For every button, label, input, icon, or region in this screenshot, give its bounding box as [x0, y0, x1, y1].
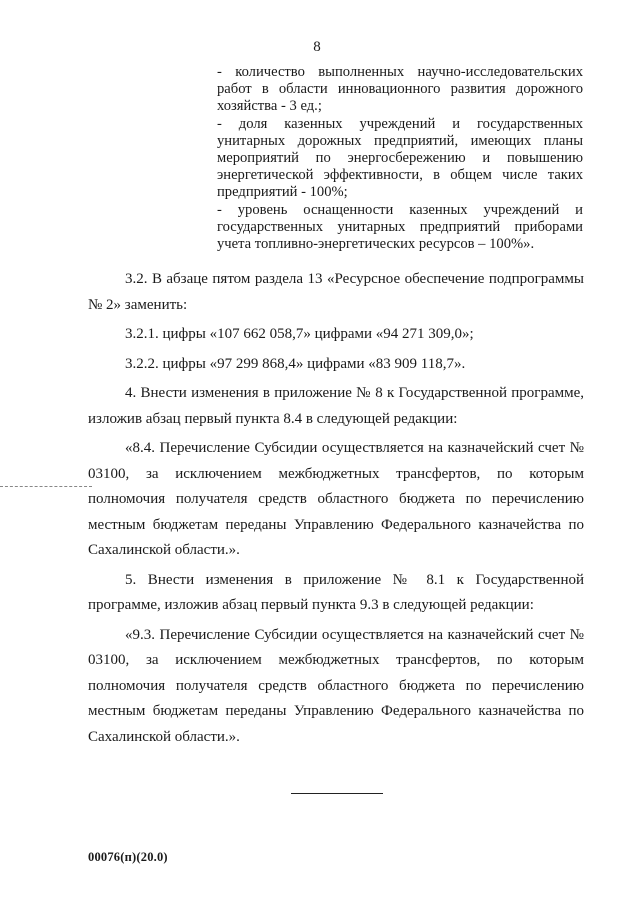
paragraph-3-2-2: 3.2.2. цифры «97 299 868,4» цифрами «83 909 118,7». — [125, 355, 466, 372]
scan-artifact-dash — [0, 486, 92, 487]
paragraph-5: 5. Внести изменения в приложение № 8.1 к Государственной программе, изложив абзац первый пункта 9.3 в следующей редакции: — [88, 571, 584, 613]
paragraph-3-2-1: 3.2.1. цифры «107 662 058,7» цифрами «94 271 309,0»; — [125, 326, 474, 342]
closing-line-divider — [291, 793, 383, 794]
document-body — [88, 267, 584, 750]
paragraph-9-3-quote: «9.3. Перечисление Субсидии осуществляется на казначейский счет № 03100, за исключением межбюджетных трансфертов, по которым полномочия получателя средств областного бюджета по перечислению местным бюджетам переданы Управлению Федерального казначейства по Сахалинской области.». — [88, 626, 584, 745]
indicator-item-energy-plans: - доля казенных учреждений и государственных унитарных дорожных предприятий, имеющих планы мероприятий по энергосбережению и повышению энергетической эффективности, в общем числе таких предприятий - 100%; — [217, 115, 583, 201]
document-code: 00076(п)(20.0) — [88, 850, 168, 864]
paragraph-4: 4. Внести изменения в приложение № 8 к Государственной программе, изложив абзац первый пункта 8.4 в следующей редакции: — [88, 385, 584, 427]
indicator-item-research-works: - количество выполненных научно-исследовательских работ в области инновационного развития дорожного хозяйства - 3 ед.; — [217, 64, 583, 115]
paragraph-8-4-quote: «8.4. Перечисление Субсидии осуществляется на казначейский счет № 03100, за исключением межбюджетных трансфертов, по которым полномочия получателя средств областного бюджета по перечислению местным бюджетам переданы Управлению Федерального казначейства по Сахалинской области.». — [88, 440, 584, 558]
page-number: 8 — [313, 39, 321, 55]
paragraph-3-2: 3.2. В абзаце пятом раздела 13 «Ресурсное обеспечение подпрограммы № 2» заменить: — [88, 271, 584, 313]
indicator-item-metering-devices: - уровень оснащенности казенных учреждений и государственных унитарных предприятий приборами учета топливно-энергетических ресурсов – 100%». — [217, 201, 583, 253]
indicator-list — [217, 64, 583, 253]
